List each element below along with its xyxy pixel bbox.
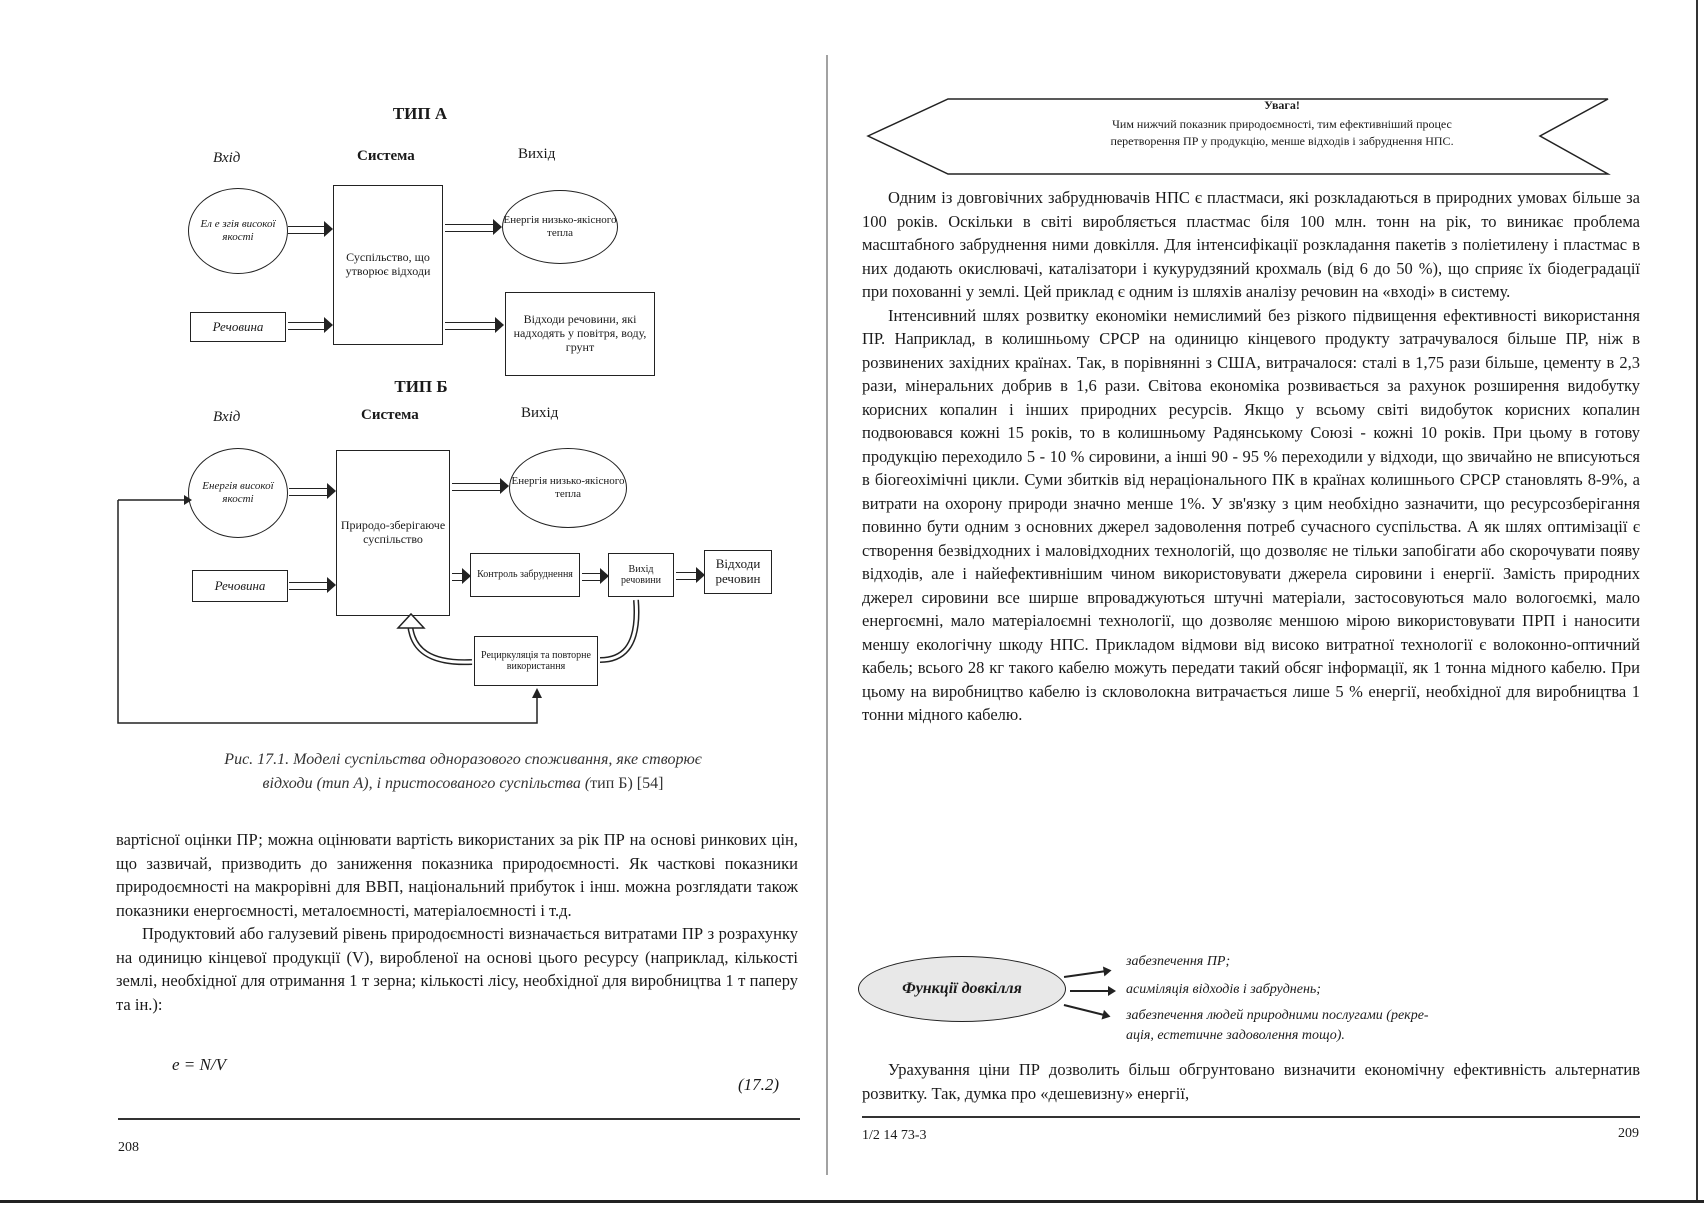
function-item-1: забезпечення ПР; (1126, 954, 1231, 969)
right-closing-text (862, 1058, 1640, 1105)
scan-edge-right (1696, 0, 1698, 1200)
scheme-a-waste-output: Відходи речовини, які надходять у повітря, воду, грунт (505, 292, 655, 376)
scheme-b-matter-output: Вихід речовини (608, 553, 674, 597)
scheme-b-recycling: Рециркуляція та повторне використання (474, 636, 598, 686)
function-arrow-1 (1064, 970, 1106, 977)
scheme-b-system-header: Система (361, 407, 419, 423)
scheme-b-system-box: Природо-зберігаюче суспільство (336, 450, 450, 616)
right-page-number: 209 (1618, 1126, 1639, 1141)
scheme-b-title: ТИП Б (394, 377, 448, 396)
scheme-b-waste: Відходи речовин (704, 550, 772, 594)
scheme-a-system-box: Суспільство, що утворює відходи (333, 185, 443, 345)
environment-functions-ellipse: Функції довкілля (858, 956, 1066, 1022)
left-footer-rule (118, 1118, 800, 1120)
figure-caption: Рис. 17.1. Моделі суспільства одноразового споживання, яке створює відходи (тип А), і пристосованого суспільства (тип Б) [54] (224, 751, 702, 792)
right-paragraph-2: Інтенсивний шлях розвитку економіки немислимий без різкого підвищення ефективності використання ПР. Наприклад, в колишньому СРСР на одиницю кінцевого продукту затрачувалося більше ПР, ніж в розвинених західних країнах. Так, в порівнянні з США, витрачалося: сталі в 1,75 рази більше, цементу в 2,3 рази, мінеральних добрив в 1,6 рази. Світова економіка розвивається за рахунок розширення видобутку корисних копалин і інших природних ресурсів. Якщо у всьому світі видобуток корисних копалин подвоювався кожні 15 років, то в колишньому Радянському Союзі - кожні 10 років. При цьому в готову продукцію переходило 5 - 10 % сировини, а інші 90 - 95 % переходили у відходи, що звичайно не вписуються в біогеохімічні цикли. Суми збитків від нераціонального ПК в країнах колишнього СРСР становлять 8-9%, а витрати на охорону природи значно менше 1%. У зв'язку з цим необхідно зазначити, що ресурсозберігання повинно бути одним з основних джерел задоволення потреб сучасного суспільства. А як шлях оптимізації є створення безвідходних і маловідходних технологій, що дозволяє не тільки запобігати або скорочувати появу відходів, але і найефективнішим чином використовувати джерела сировини і енергії. Замість природних джерел сировини все ширше впроваджуються штучні матеріали, застосовуються мало вологоємкі, мало енергоємні, мало матеріалоємні технології, що дозволяє меншою мірою використовувати ПРП і наносити меншу екологічну шкоду НПС. Прикладом відмови від високо витратної технології є волоконно-оптичний кабель; всього 28 кг такого кабелю можуть передати такий обсяг інформації, як 1 тонна мідного кабелю. При цьому на виробництво кабелю із скловолокна витрачається лише 5 % енергії, необхідної для виробництва 1 тонни мідного кабелю. (862, 305, 1640, 724)
formula: e = N/V (172, 1055, 226, 1074)
scheme-a-matter-input: Речовина (190, 312, 286, 342)
left-page-number: 208 (118, 1140, 139, 1155)
scheme-a-input-header: Вхід (213, 150, 241, 166)
function-arrow-2 (1070, 990, 1110, 992)
scheme-b-input-header: Вхід (213, 409, 241, 425)
scheme-b-feedback-lines (0, 0, 826, 760)
right-paragraph-3: Урахування ціни ПР дозволить більш обгрунтовано визначити економічну ефективність альтернатив розвитку. Так, думка про «дешевизну» енергії, (862, 1060, 1640, 1103)
scheme-b-energy-output: Енергія низько-якісного тепла (509, 448, 627, 528)
right-body-text (862, 186, 1640, 727)
function-item-3: забезпечення людей природними послугами (рекре- (1126, 1008, 1429, 1023)
scheme-a-output-header: Вихід (518, 146, 556, 162)
right-footer-rule (862, 1116, 1640, 1118)
right-paragraph-1: Одним із довговічних забруднювачів НПС є пластмаси, які розкладаються в природних умовах більше за 100 років. Оскільки в світі виробляється пластмас біля 100 млн. тонн на рік, то виникає проблема масштабного забруднення ними довкілля. Для інтенсифікації розкладання пакетів з поліетилену і пластмас в них додають окислювачі, каталізатори і кукурудзяний крохмаль (від 6 до 50 %), що сприяє їх біодеградації при похованні у землі. Цей приклад є одним із шляхів аналізу речовин на «вході» в систему. (862, 188, 1640, 301)
footer-signature: 1/2 14 73-3 (862, 1128, 927, 1143)
scheme-a-energy-input: Ел е згія високої якості (188, 188, 288, 274)
function-item-2: асиміляція відходів і забруднень; (1126, 982, 1321, 997)
scheme-a-system-header: Система (357, 148, 415, 164)
right-page (828, 0, 1696, 1200)
scan-edge-bottom (0, 1200, 1704, 1203)
scheme-b-energy-input: Енергія високої якості (188, 448, 288, 538)
warning-title: Увага! (1264, 98, 1300, 112)
scheme-b-pollution-control: Контроль забруднення (470, 553, 580, 597)
formula-number: (17.2) (738, 1075, 780, 1094)
scheme-b-matter-input: Речовина (192, 570, 288, 602)
function-item-4: ація, естетичне задоволення тощо). (1126, 1028, 1345, 1043)
scheme-a-energy-output: Енергія низько-якісного тепла (502, 190, 618, 264)
warning-text: Чим нижчий показник природоємності, тим ефективніший процес перетворення ПР у продукцію, менше відходів і забруднення НПС. (1110, 117, 1454, 148)
left-paragraph-2: Продуктовий або галузевий рівень природоємності визначається витратами ПР з розрахунку на одиницю кінцевої продукції (V), виробленої на основі цього ресурсу (наприклад, кількості землі, необхідної для отримання 1 т зерна; кількості лісу, необхідної для виробництва 1 т паперу та ін.): (116, 924, 798, 1014)
left-page (0, 0, 826, 1200)
function-arrow-3 (1064, 1004, 1105, 1016)
left-paragraph-1: вартісної оцінки ПР; можна оцінювати вартість використаних за рік ПР на основі ринкових цін, що зазвичай, призводить до заниження показника природоємності. Як часткові показники природоємності на макрорівні для ВВП, національний прибуток і інш. можна розглядати також показники енергоємності, металоємності, матеріалоємності і т.д. (116, 830, 798, 920)
scheme-a-title: ТИП А (392, 104, 448, 123)
left-body-text (116, 828, 798, 1016)
warning-hexagon (828, 0, 1696, 180)
scheme-b-output-header: Вихід (521, 405, 559, 421)
